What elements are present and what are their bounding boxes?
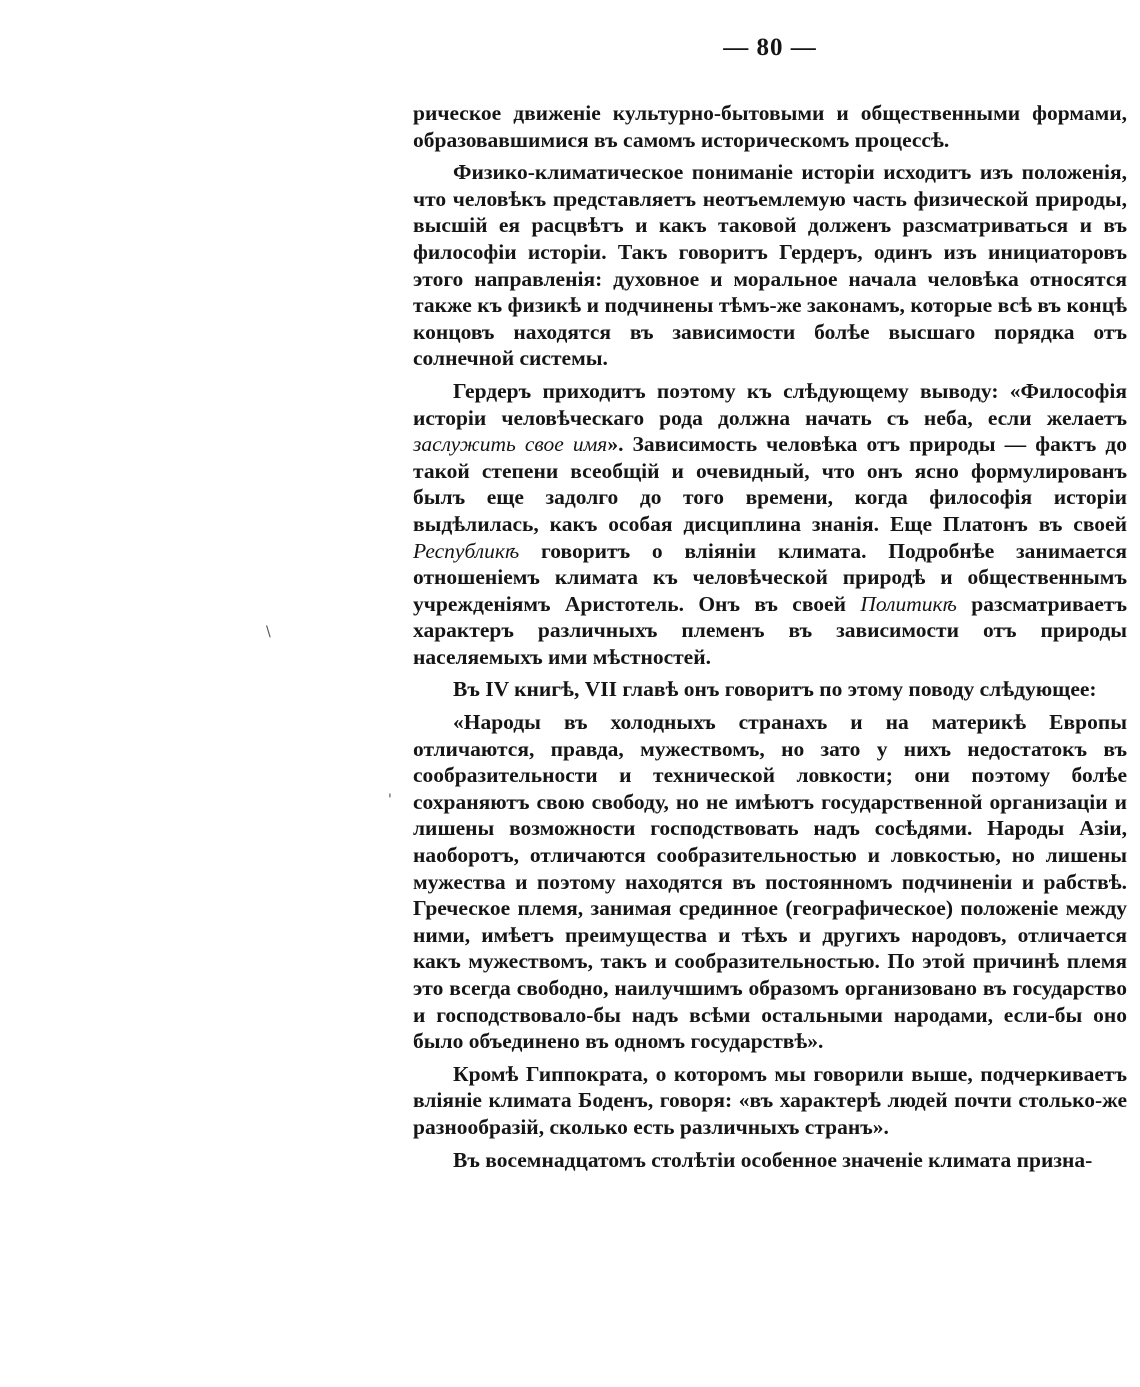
- paragraph: [413, 378, 1127, 671]
- paragraph: Физико-климатическое пониманіе исторіи исходитъ изъ положенія, что человѣкъ представляетъ неотъемлемую часть физической природы, высшій ея расцвѣтъ и какъ таковой долженъ разсматриваться и въ философіи исторіи. Такъ говоритъ Гердеръ, одинъ изъ инициаторовъ этого направленія: духовное и моральное начала человѣка относятся также къ физикѣ и подчинены тѣмъ-же законамъ, которые всѣ въ концѣ концовъ находятся въ зависимости болѣе высшаго порядка отъ солнечной системы.: [413, 160, 1127, 371]
- italic-title: Политикѣ: [860, 591, 957, 616]
- italic-title: Республикѣ: [413, 538, 520, 563]
- paragraph: Въ восемнадцатомъ столѣтіи особенное значеніе климата призна-: [453, 1147, 1093, 1172]
- italic-phrase: заслужить свое имя: [413, 432, 608, 457]
- margin-tick-mark: \: [266, 624, 271, 640]
- margin-tick-mark: ': [388, 792, 392, 808]
- quote-paragraph: «Народы въ холодныхъ странахъ и на материкѣ Европы отличаются, правда, мужествомъ, но зато у нихъ недостатокъ въ сообразительности и технической ловкости; они поэтому болѣе сохраняютъ свою свободу, но не имѣютъ государственной организаціи и лишены возможности господствовать надъ сосѣдями. Народы Азіи, наоборотъ, отличаются сообразительностью и ловкостью, но лишены мужества и поэтому находятся въ постоянномъ подчиненіи и рабствѣ. Греческое племя, занимая срединное (географическое) положеніе между ними, имѣетъ преимущества и тѣхъ и другихъ народовъ, отличается какъ мужествомъ, такъ и сообразительностью. По этой причинѣ племя это всегда свободно, наилучшимъ образомъ организовано въ государство и господствовало-бы надъ всѣми остальными народами, если-бы оно было объединено въ одномъ государствѣ».: [413, 710, 1127, 1054]
- page-number: — 80 —: [723, 34, 817, 61]
- paragraph: рическое движеніе культурно-бытовыми и общественными формами, образовавшимися въ самомъ историческомъ процессѣ.: [413, 101, 1127, 152]
- paragraph-text: ». Зависимость человѣка отъ природы — фактъ до такой степени всеобщій и очевидный, что онъ ясно формулированъ былъ еще задолго до того времени, когда философія исторіи выдѣлилась, какъ особая дисциплина знанія. Еще Платонъ въ своей: [413, 432, 1127, 536]
- paragraph-text: говоритъ о вліяніи климата. Подробнѣе занимается отношеніемъ климата къ человѣческой природѣ и общественнымъ учрежденіямъ Аристотель. Онъ въ своей: [413, 538, 1127, 616]
- paragraph-text: разсматриваетъ характеръ различныхъ племенъ въ зависимости отъ природы населяемыхъ ими мѣстностей.: [413, 591, 1127, 669]
- paragraph: Кромѣ Гиппократа, о которомъ мы говорили выше, подчеркиваетъ вліяніе климата Боденъ, говоря: «въ характерѣ людей почти столько-же разнообразій, сколько есть различныхъ странъ».: [413, 1061, 1127, 1139]
- body-text: [413, 100, 1127, 1179]
- paragraph: Въ IV книгѣ, VII главѣ онъ говоритъ по этому поводу слѣдующее:: [453, 677, 1097, 702]
- paragraph-text: Гердеръ приходитъ поэтому къ слѣдующему выводу: «Философія исторіи человѣческаго рода должна начать съ неба, если желаетъ: [413, 378, 1127, 430]
